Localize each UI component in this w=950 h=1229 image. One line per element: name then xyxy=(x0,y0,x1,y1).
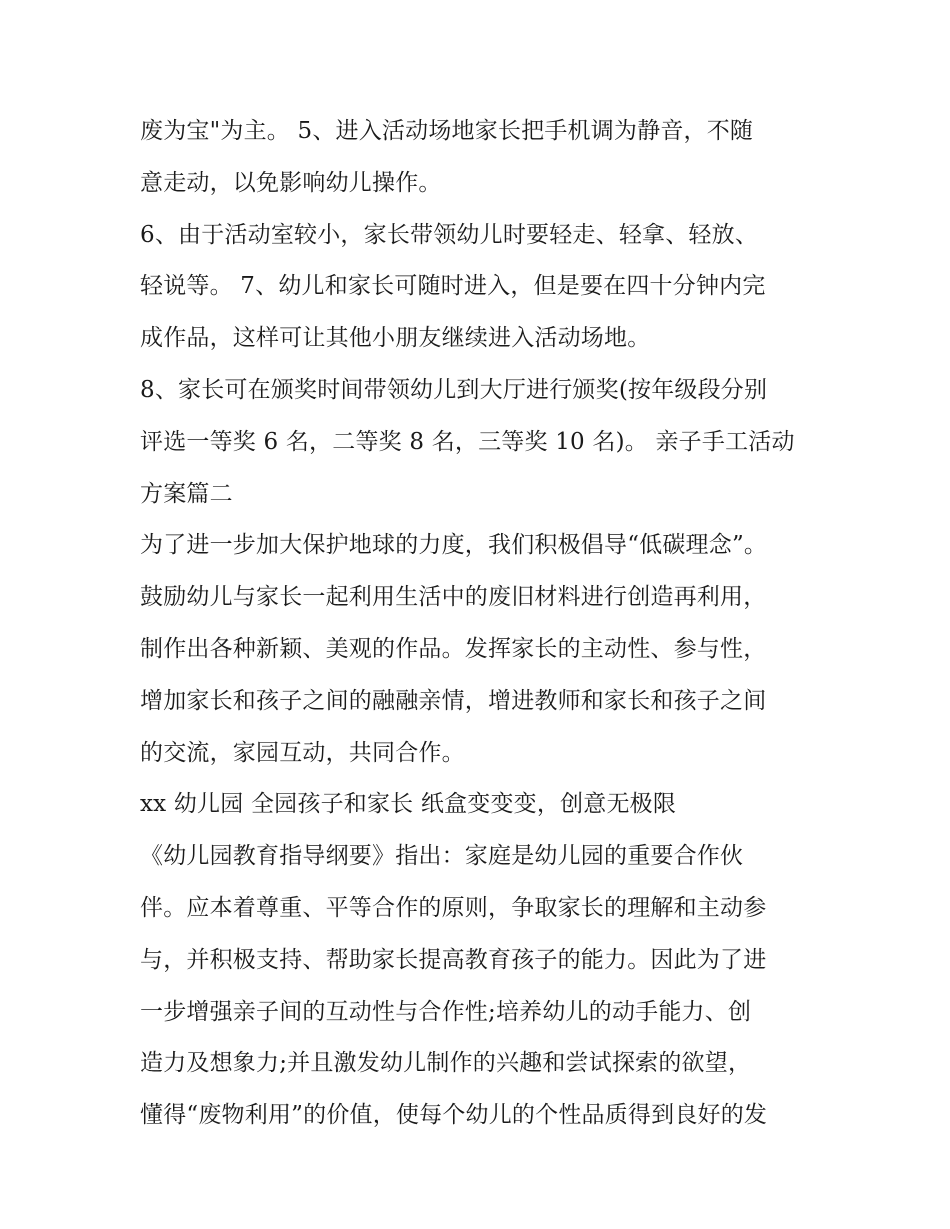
text-line: 6、由于活动室较小，家长带领幼儿时要轻走、轻拿、轻放、 xyxy=(140,221,759,248)
text-line: 评选一等奖 6 名，二等奖 8 名，三等奖 10 名)。 亲子手工活动 xyxy=(140,428,795,455)
activity-info-line: xx 幼儿园 全园孩子和家长 纸盒变变变，创意无极限 xyxy=(140,791,677,818)
text-line: 轻说等。 7、幼儿和家长可随时进入，但是要在四十分钟内完 xyxy=(140,273,766,300)
document-body xyxy=(140,110,820,1146)
text-line: 增加家长和孩子之间的融融亲情，增进教师和家长和孩子之间 xyxy=(140,687,767,714)
text-line: 制作出各种新颖、美观的作品。发挥家长的主动性、参与性， xyxy=(140,635,767,662)
text-line: 鼓励幼儿与家长一起利用生活中的废旧材料进行创造再利用， xyxy=(140,584,767,611)
text-line: 《幼儿园教育指导纲要》指出：家庭是幼儿园的重要合作伙 xyxy=(140,843,744,870)
text-line: 懂得“废物利用”的价值，使每个幼儿的个性品质得到良好的发 xyxy=(140,1102,768,1129)
text-line: 伴。应本着尊重、平等合作的原则，争取家长的理解和主动参 xyxy=(140,894,767,921)
text-line: 8、家长可在颁奖时间带领幼儿到大厅进行颁奖(按年级段分别 xyxy=(140,376,768,403)
text-line: 意走动，以免影响幼儿操作。 xyxy=(140,169,442,196)
text-line: 的交流，家园互动，共同合作。 xyxy=(140,739,465,766)
text-line: 成作品，这样可让其他小朋友继续进入活动场地。 xyxy=(140,325,651,352)
section-heading-line: 方案篇二 xyxy=(140,480,233,507)
text-line: 一步增强亲子间的互动性与合作性;培养幼儿的动手能力、创 xyxy=(140,998,752,1025)
text-line: 造力及想象力;并且激发幼儿制作的兴趣和尝试探索的欲望， xyxy=(140,1050,752,1077)
text-line: 与，并积极支持、帮助家长提高教育孩子的能力。因此为了进 xyxy=(140,946,767,973)
text-line: 废为宝"为主。 5、进入活动场地家长把手机调为静音，不随 xyxy=(140,118,754,144)
text-line: 为了进一步加大保护地球的力度，我们积极倡导“低碳理念”。 xyxy=(140,532,768,559)
